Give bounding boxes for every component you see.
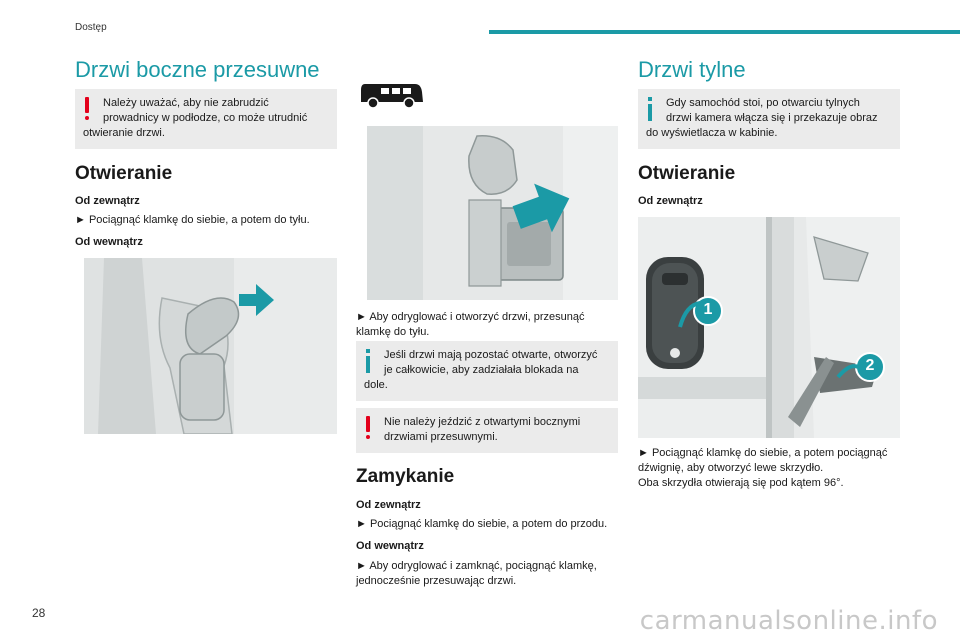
instruction-inside-line: ► Aby odryglować i zamknąć, pociągnąć klamkę, bbox=[356, 560, 597, 572]
info-icon bbox=[647, 97, 653, 121]
info-box-lock bbox=[356, 341, 618, 401]
warning-line: otwieranie drzwi. bbox=[83, 127, 165, 139]
warning-line: drzwiami przesuwnymi. bbox=[384, 431, 498, 443]
warning-box-guide bbox=[75, 89, 337, 149]
callout-2: 2 bbox=[865, 357, 875, 374]
info-line: do wyświetlacza w kabinie. bbox=[646, 127, 778, 139]
page-number: 28 bbox=[32, 606, 46, 620]
label-inside: Od wewnątrz bbox=[356, 540, 424, 552]
label-outside: Od zewnątrz bbox=[638, 195, 703, 207]
header-accent-bar bbox=[489, 30, 960, 34]
callout-1: 1 bbox=[703, 301, 713, 318]
instruction-line: ► Pociągnąć klamkę do siebie, a potem pociągnąć bbox=[638, 447, 888, 459]
warning-line: Należy uważać, aby nie zabrudzić bbox=[103, 97, 269, 109]
label-inside: Od wewnątrz bbox=[75, 236, 143, 248]
info-box-camera bbox=[638, 89, 900, 149]
info-line: je całkowicie, aby zadziałała blokada na bbox=[384, 364, 579, 376]
section-title-rear-doors: Drzwi tylne bbox=[638, 57, 746, 82]
subheading-opening: Otwieranie bbox=[75, 163, 173, 184]
illustration-rear-door-handle bbox=[638, 217, 900, 438]
watermark: carmanualsonline.info bbox=[639, 606, 938, 636]
running-header: Dostęp bbox=[75, 22, 107, 33]
instruction-inside-line: jednocześnie przesuwając drzwi. bbox=[356, 575, 517, 587]
info-line: Gdy samochód stoi, po otwarciu tylnych bbox=[666, 97, 860, 109]
info-line: Jeśli drzwi mają pozostać otwarte, otworzyć bbox=[384, 349, 598, 361]
instruction-outside: ► Pociągnąć klamkę do siebie, a potem do przodu. bbox=[356, 518, 608, 530]
label-outside: Od zewnątrz bbox=[356, 499, 421, 511]
subheading-opening: Otwieranie bbox=[638, 163, 736, 184]
label-outside: Od zewnątrz bbox=[75, 195, 140, 207]
section-title-sliding-door: Drzwi boczne przesuwne bbox=[75, 57, 320, 82]
illustration-inside-handle bbox=[84, 258, 337, 434]
illustration-sliding-lock bbox=[367, 126, 618, 300]
minibus-icon bbox=[359, 80, 425, 110]
warning-line: Nie należy jeździć z otwartymi bocznymi bbox=[384, 416, 581, 428]
info-icon bbox=[365, 349, 371, 373]
instruction-unlock-line: klamkę do tyłu. bbox=[356, 326, 430, 338]
warning-box-driving bbox=[356, 408, 618, 453]
instruction-line: Oba skrzydła otwierają się pod kątem 96°. bbox=[638, 477, 844, 489]
info-line: drzwi kamera włącza się i przekazuje obraz bbox=[666, 112, 878, 124]
warning-icon bbox=[84, 97, 90, 121]
info-line: dole. bbox=[364, 379, 388, 391]
instruction-line: dźwignię, aby otworzyć lewe skrzydło. bbox=[638, 462, 824, 474]
warning-line: prowadnicy w podłodze, co może utrudnić bbox=[103, 112, 308, 124]
instruction-outside: ► Pociągnąć klamkę do siebie, a potem do tyłu. bbox=[75, 214, 310, 226]
instruction-unlock-line: ► Aby odryglować i otworzyć drzwi, przesunąć bbox=[356, 311, 585, 323]
subheading-closing: Zamykanie bbox=[356, 466, 455, 487]
warning-icon bbox=[365, 416, 371, 440]
